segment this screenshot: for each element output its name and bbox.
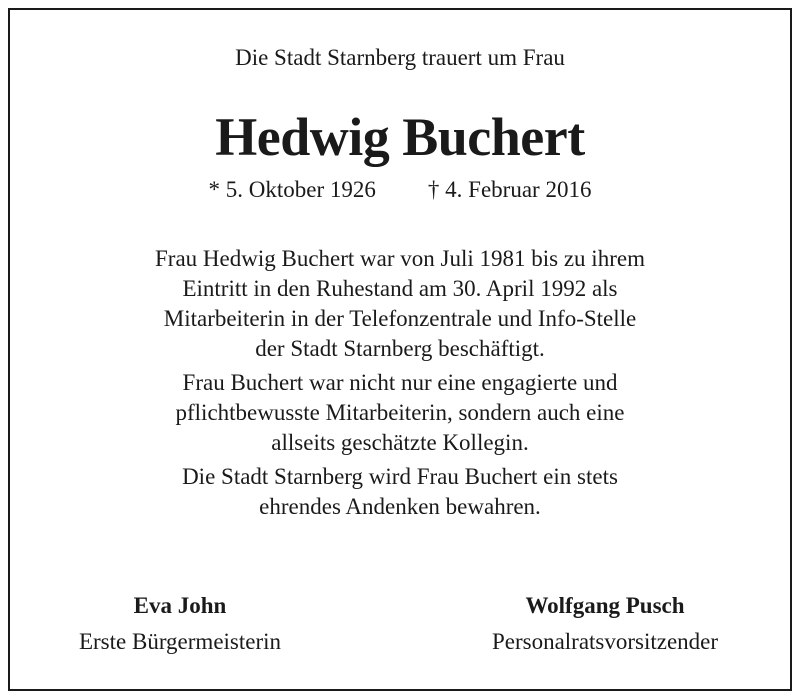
intro-text: Die Stadt Starnberg trauert um Frau <box>235 45 565 70</box>
body-line: ehrendes Andenken bewahren. <box>259 494 541 519</box>
body-line: pflichtbewusste Mitarbeiterin, sondern auch eine <box>175 400 625 425</box>
deceased-name: Hedwig Buchert <box>215 107 585 167</box>
body-line: Die Stadt Starnberg wird Frau Buchert ein stets <box>182 464 618 489</box>
body-line: Mitarbeiterin in der Telefonzentrale und Info-Stelle <box>163 306 637 331</box>
body-line: Eintritt in den Ruhestand am 30. April 1992 als <box>182 276 618 301</box>
signature-council <box>460 588 750 660</box>
life-dates <box>0 177 800 203</box>
body-line: Frau Buchert war nicht nur eine engagierte und <box>182 370 618 395</box>
paragraph-appreciation <box>60 368 740 458</box>
paragraph-remembrance <box>60 462 740 522</box>
body-line: der Stadt Starnberg beschäftigt. <box>255 336 545 361</box>
signatory-title: Erste Bürgermeisterin <box>78 629 282 654</box>
death-date: † 4. Februar 2016 <box>427 177 592 202</box>
notice-body <box>60 244 740 522</box>
signatory-name: Wolfgang Pusch <box>525 593 685 618</box>
body-line: Frau Hedwig Buchert war von Juli 1981 bis zu ihrem <box>155 246 645 271</box>
signatory-title: Personalratsvorsitzender <box>491 629 719 654</box>
signature-mayor <box>50 588 310 660</box>
paragraph-employment <box>60 244 740 364</box>
birth-date: * 5. Oktober 1926 <box>208 177 376 202</box>
signatory-name: Eva John <box>133 593 227 618</box>
body-line: allseits geschätzte Kollegin. <box>271 430 529 455</box>
